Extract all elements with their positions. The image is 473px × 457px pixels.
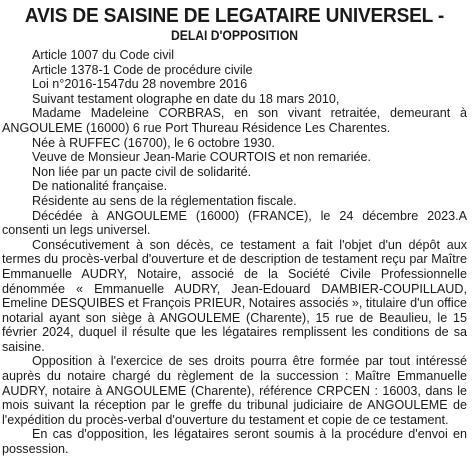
nationality: De nationalité française. xyxy=(32,179,168,194)
pacs-status: Non liée par un pacte civil de solidarité. xyxy=(32,164,252,179)
legal-reference: Article 1007 du Code civil xyxy=(32,48,175,62)
legal-reference: Loi n°2016-1547du 28 novembre 2016 xyxy=(32,77,248,92)
testament-date: Suivant testament olographe en date du 18 mars 2010, xyxy=(32,91,340,106)
notice-body xyxy=(2,48,467,457)
marital-status: Veuve de Monsieur Jean-Marie COURTOIS et non remariée. xyxy=(32,150,372,165)
birth-info: Née à RUFFEC (16700), le 6 octobre 1930. xyxy=(32,135,275,150)
testator-identity: Madame Madeleine CORBRAS, en son vivant retraitée, demeurant à ANGOULEME (16000) 6 rue Port Thureau Résidence Les Charentes. xyxy=(2,106,467,135)
fiscal-residence: Résidente au sens de la réglementation fiscale. xyxy=(32,193,297,208)
notice-title: AVIS DE SAISINE DE LEGATAIRE UNIVERSEL - xyxy=(24,4,445,27)
notice-subtitle: DELAI D'OPPOSITION xyxy=(170,28,299,43)
legal-reference: Article 1378-1 Code de procédure civile xyxy=(32,62,253,77)
death-info: Décédée à ANGOULEME (16000) (FRANCE), le 24 décembre 2023.A consenti un legs universel. xyxy=(2,208,467,238)
possession-paragraph: En cas d'opposition, les légataires seront soumis à la procédure d'envoi en possession. xyxy=(2,427,467,457)
opposition-paragraph: Opposition à l'exercice de ses droits pourra être formée par tout intéressé auprès du notaire chargé du règlement de la succession : Maître Emmanuelle AUDRY, notaire à ANGOULEME (Charente), référence CRPCEN : 16003, dans le mois suivant la réception par le greffe du tribunal judiciaire de ANGOULEME de l'expédition du procès-verbal d'ouverture du testament et copie de ce testament. xyxy=(2,354,467,427)
deposit-paragraph: Consécutivement à son décès, ce testament a fait l'objet d'un dépôt aux termes du procès-verbal d'ouverture et de description de testament reçu par Maître Emmanuelle AUDRY, Notaire, associé de la Société Civile Professionnelle dénommée « Emmanuelle AUDRY, Jean-Edouard DAMBIER-COUPILLAUD, Emeline DESQUIBES et François PRIEUR, Notaires associés », titulaire d'un office notarial ayant son siège à ANGOULEME (Charente), 15 rue de Beaulieu, le 15 février 2024, duquel il résulte que les légataires remplissent les conditions de sa saisine. xyxy=(2,237,467,354)
